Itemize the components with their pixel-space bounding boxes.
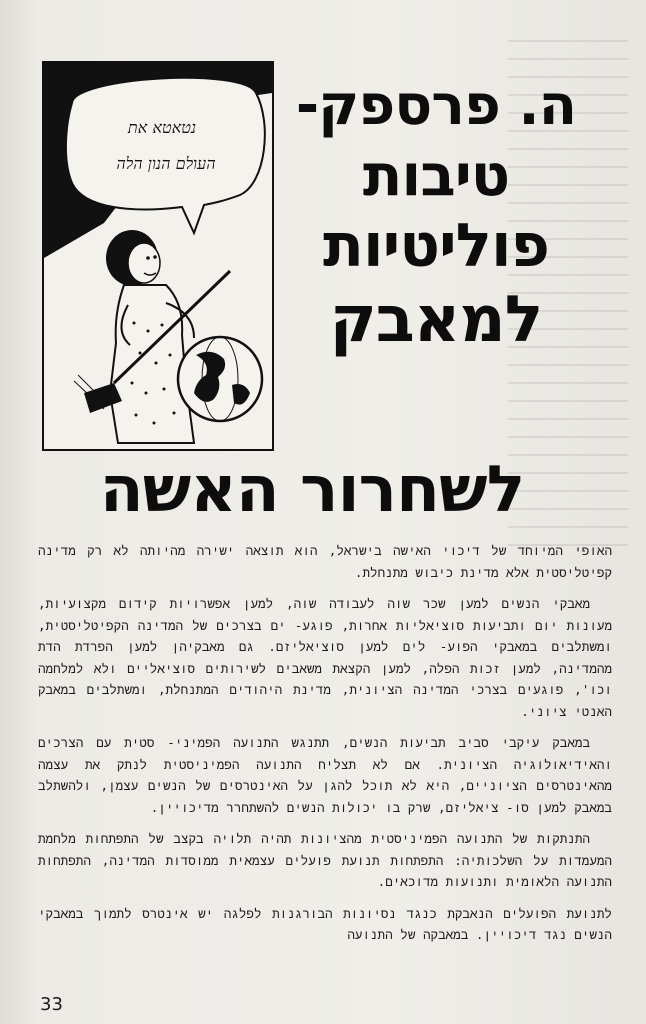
paragraph-3: במאבק עיקבי סביב תביעות הנשים, תתנגש התנועה הפמיני- סטית עם הצרכים והאידיאולוגיה הציונית. אם לא תצליח התנועה הפמיניסטית לנתק את עצמה מהאינטרסים הציוניים, היא לא תוכל להגן על האינטרסים של הנשים עצמן, ולהשתלב במאבק למען סו- ציאליזם, שרק בו יכולות הנשים להשתחרר מדיכויין. bbox=[38, 735, 612, 815]
title-line-2: טיבות bbox=[362, 141, 510, 209]
title-line-4: למאבק bbox=[329, 283, 543, 357]
bubble-text-1: נטאטא את bbox=[127, 118, 197, 137]
headline: לשחרור האשה bbox=[99, 453, 525, 527]
woman-figure bbox=[106, 230, 194, 443]
globe-icon bbox=[178, 337, 262, 421]
paragraph-2: מאבקי הנשים למען שכר שוה לעבודה שוה, למען אפשרויות קידום מקצועיות, מעונות יום ותביעות סוציאליות אחרות, פוגע- ים בצרכים של המדינה הקפיטליסטית, ומשתלבים במאבקי הפוע- לים למען סוציאליזם. גם מאבקיהן למען הפרדת הדת מהמדינה, למען זכות הפלה, למען הקצאת משאבים לשירותים סוציאליים ולא למלחמה וכו', פוגעים בצרכי המדינה הציונית, מדינת היהודים המתנחלת, ומשתלבים במאבק האנטי ציוני. bbox=[38, 596, 612, 719]
article-title bbox=[286, 73, 586, 357]
cartoon-illustration bbox=[42, 61, 274, 451]
paragraph-1: האופי המיוחד של דיכוי האישה בישראל, הוא תוצאה ישירה מהיותה לא רק מדינה קפיטליסטית אלא מדינת כיבוש מתנחלת. bbox=[38, 543, 612, 580]
title-line-1: ה. פרספק- bbox=[295, 73, 577, 138]
paragraph-4: התנתקות של התנועה הפמיניסטית מהציונות תהיה תלויה בקצב של התפתחות מלחמת המעמדות על השלכותיה: התפתחות תנועת פועלים עצמאית ממוסדות המדינה, התפתחות התנועה הלאומית ותנועות מדוכאים. bbox=[38, 831, 612, 889]
bubble-text-2: העולם הנון הלה bbox=[116, 154, 216, 173]
page-number: 33 bbox=[40, 994, 63, 1015]
paragraph-5: לתנועת הפועלים הנאבקת כנגד נסיונות הבורגנות לפלגה יש אינטרס לתמוך במאבקי הנשים נגד דיכויין. במאבקה של התנועה bbox=[38, 905, 612, 942]
article-body bbox=[38, 540, 612, 956]
title-line-3: פוליטיות bbox=[322, 211, 550, 281]
